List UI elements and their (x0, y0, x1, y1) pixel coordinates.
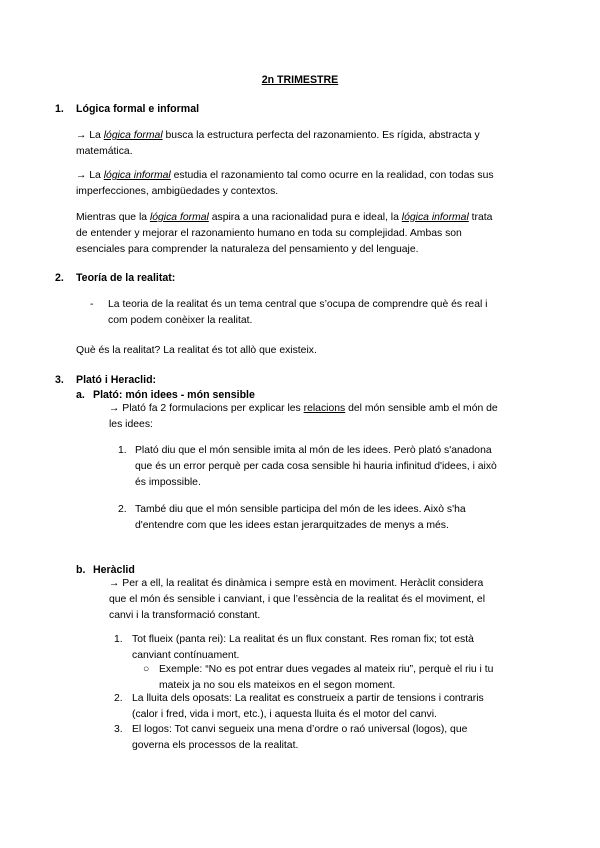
s1-p2-line2: imperfecciones, ambigüedades y contextos. (76, 186, 279, 197)
section-2-title: Teoría de la realitat: (76, 272, 176, 284)
plato-item-2-line2: d'entendre com que les idees estan jerarquitzades de menys a més. (135, 520, 449, 531)
plato-item-1-line3: és impossible. (135, 477, 201, 488)
heraclit-intro-line2: que el món és sensible i canviant, i que l’essència de la realitat és el moviment, el (109, 594, 485, 605)
heraclit-example-line2: mateix ja no sou els mateixos en el segon moment. (159, 680, 396, 691)
heraclit-item-3-number: 3. (114, 724, 123, 735)
dash-bullet: - (90, 299, 94, 310)
section-2-number: 2. (55, 272, 64, 284)
section-3-number: 3. (55, 374, 64, 386)
s1-p1-line1: busca la estructura perfecta del razonamiento. Es rígida, abstracta y (162, 130, 480, 141)
s1-p1-line2: matemática. (76, 146, 133, 157)
s1-p1-arrow: → La (76, 130, 104, 141)
s1-p2-arrow: → La (76, 170, 104, 181)
heraclit-item-3-line1: El logos: Tot canvi segueix una mena d’ordre o raó universal (logos), que (132, 724, 468, 735)
heraclit-item-2-line2: (calor i fred, vida i mort, etc.), i aquesta lluita és el motor del canvi. (132, 709, 437, 720)
circle-bullet: ○ (143, 664, 150, 675)
term-logica-formal: lógica formal (103, 130, 163, 141)
section-3-heading (55, 372, 156, 388)
s1-paragraph-informal (76, 168, 536, 200)
s2-question: Què és la realitat? La realitat és tot allò que existeix. (76, 345, 317, 356)
term-relacions: relacions (303, 403, 346, 414)
s1-p3-line2: de entender y mejorar el razonamiento humano en toda su complejidad. Ambas son (76, 228, 462, 239)
plato-item-1-line2: que és un error perquè per cada cosa sensible hi hauria infinitud d'idees, i això (135, 461, 497, 472)
s1-paragraph-formal (76, 128, 536, 160)
subsection-b-letter: b. (76, 564, 86, 576)
heraclit-intro-line3: canvi i la transformació constant. (109, 610, 261, 621)
section-1-title: Lógica formal e informal (76, 103, 200, 115)
s1-p3-end: trata (468, 212, 493, 223)
heraclit-example-line1: Exemple: “No es pot entrar dues vegades al mateix riu”, perquè el riu i tu (159, 664, 494, 675)
heraclit-intro-line1: → Per a ell, la realitat és dinàmica i sempre està en moviment. Heràclit considera (109, 578, 484, 589)
subsection-a-title: Plató: món idees - món sensible (93, 389, 255, 401)
subsection-a-letter: a. (76, 389, 85, 401)
plato-intro-pre: → Plató fa 2 formulacions per explicar les (109, 403, 304, 414)
heraclit-item-1-line1: Tot flueix (panta rei): La realitat és un flux constant. Res roman fix; tot està (132, 634, 474, 645)
plato-intro-line2: les idees: (109, 419, 153, 430)
heraclit-intro (109, 576, 539, 624)
plato-item-1-line1: Plató diu que el món sensible imita al món de les idees. Però plató s'anadona (135, 445, 492, 456)
heraclit-item-2-number: 2. (114, 693, 123, 704)
s1-p3-pre: Mientras que la (76, 212, 150, 223)
plato-intro-post: del món sensible amb el món de (345, 403, 498, 414)
heraclit-item-2-line1: La lluita dels oposats: La realitat es construeix a partir de tensions i contraris (132, 693, 484, 704)
plato-item-2-line1: També diu que el món sensible participa del món de les idees. Això s'ha (135, 504, 466, 515)
section-1-number: 1. (55, 103, 64, 115)
term-logica-informal-2: lógica informal (401, 212, 469, 223)
s1-paragraph-comparison (76, 210, 536, 258)
term-logica-informal: lógica informal (103, 170, 171, 181)
s2-bullet-line2: com podem conèixer la realitat. (108, 315, 253, 326)
section-3-title: Plató i Heraclid: (76, 374, 157, 386)
plato-item-2-number: 2. (118, 504, 127, 515)
s1-p2-line1: estudia el razonamiento tal como ocurre en la realidad, con todas sus (170, 170, 494, 181)
plato-intro (109, 401, 539, 433)
heraclit-item-1-number: 1. (114, 634, 123, 645)
section-2-heading (55, 270, 175, 286)
plato-item-1-number: 1. (118, 445, 127, 456)
subsection-b-title: Heràclid (93, 564, 135, 576)
heraclit-item-3-line2: governa els processos de la realitat. (132, 740, 299, 751)
s2-bullet-line1: La teoria de la realitat és un tema central que s’ocupa de comprendre què és real i (108, 299, 488, 310)
term-logica-formal-2: lógica formal (149, 212, 209, 223)
heraclit-item-1-line2: canviant contínuament. (132, 650, 240, 661)
section-1-heading (55, 101, 199, 117)
s1-p3-line3: esenciales para comprender la naturaleza del pensamiento y del lenguaje. (76, 244, 419, 255)
document-title: 2n TRIMESTRE (261, 74, 339, 86)
s1-p3-mid: aspira a una racionalidad pura e ideal, la (208, 212, 402, 223)
